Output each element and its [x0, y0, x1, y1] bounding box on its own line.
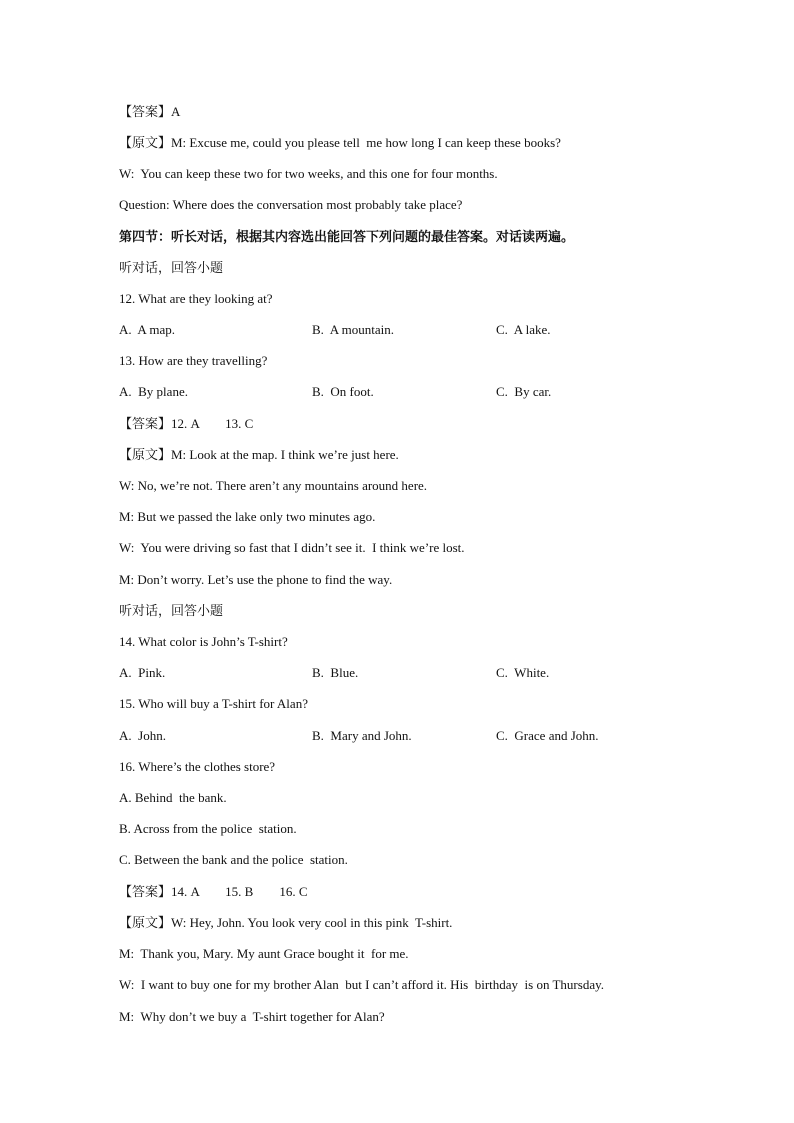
option-14-a: A. Pink. — [119, 665, 166, 680]
option-15-b: B. Mary and John. — [312, 728, 412, 743]
transcript-line: M: Why don’t we buy a T-shirt together for Alan? — [119, 1009, 385, 1024]
option-15-c: C. Grace and John. — [496, 728, 599, 743]
option-16-b: B. Across from the police station. — [119, 821, 297, 836]
question-15: 15. Who will buy a T-shirt for Alan? — [119, 696, 308, 711]
answer-line-q11: 【答案】A — [119, 104, 181, 119]
question-16: 16. Where’s the clothes store? — [119, 759, 276, 774]
question-12: 12. What are they looking at? — [119, 291, 273, 306]
transcript-line: M: Don’t worry. Let’s use the phone to find the way. — [119, 572, 393, 587]
transcript-line: W: You were driving so fast that I didn’t see it. I think we’re lost. — [119, 540, 465, 555]
transcript-line: 【原文】W: Hey, John. You look very cool in this pink T-shirt. — [119, 915, 453, 930]
transcript-line: M: Thank you, Mary. My aunt Grace bought it for me. — [119, 946, 409, 961]
dialogue-instruction: 听对话，回答小题 — [119, 603, 224, 618]
transcript-line: W: You can keep these two for two weeks, and this one for four months. — [119, 166, 498, 181]
option-16-c: C. Between the bank and the police station. — [119, 852, 348, 867]
transcript-question: Question: Where does the conversation most probably take place? — [119, 197, 463, 212]
transcript-line: W: I want to buy one for my brother Alan but I can’t afford it. His birthday is on Thursday. — [119, 977, 604, 992]
option-15-a: A. John. — [119, 728, 166, 743]
option-14-b: B. Blue. — [312, 665, 359, 680]
option-13-b: B. On foot. — [312, 384, 374, 399]
transcript-line: 【原文】M: Excuse me, could you please tell me how long I can keep these books? — [119, 135, 561, 150]
answer-line-q12-13: 【答案】12. A 13. C — [119, 416, 254, 431]
dialogue-instruction: 听对话，回答小题 — [119, 260, 224, 275]
option-13-c: C. By car. — [496, 384, 552, 399]
question-13: 13. How are they travelling? — [119, 353, 268, 368]
option-12-a: A. A map. — [119, 322, 175, 337]
section-heading: 第四节：听长对话，根据其内容选出能回答下列问题的最佳答案。对话读两遍。 — [119, 229, 575, 244]
transcript-line: 【原文】M: Look at the map. I think we’re just here. — [119, 447, 399, 462]
answer-line-q14-16: 【答案】14. A 15. B 16. C — [119, 884, 308, 899]
option-13-a: A. By plane. — [119, 384, 188, 399]
option-14-c: C. White. — [496, 665, 550, 680]
option-16-a: A. Behind the bank. — [119, 790, 227, 805]
option-12-b: B. A mountain. — [312, 322, 394, 337]
option-12-c: C. A lake. — [496, 322, 551, 337]
transcript-line: M: But we passed the lake only two minutes ago. — [119, 509, 376, 524]
question-14: 14. What color is John’s T-shirt? — [119, 634, 288, 649]
transcript-line: W: No, we’re not. There aren’t any mountains around here. — [119, 478, 428, 493]
